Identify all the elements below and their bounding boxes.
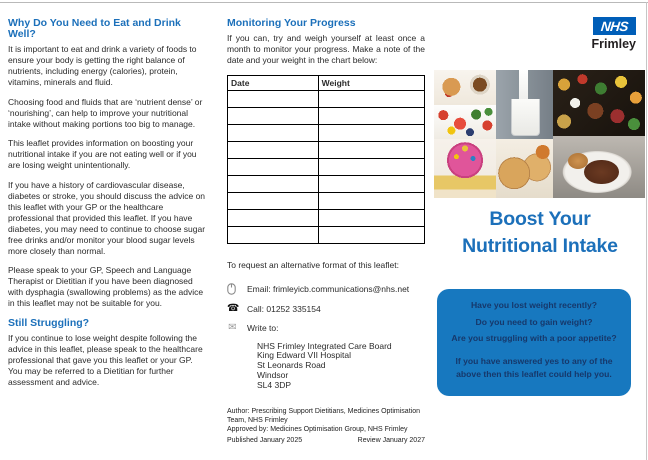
photo-roast-dinner <box>553 136 645 198</box>
leaflet-title <box>432 206 648 260</box>
alternative-format-intro: To request an alternative format of this leaflet: <box>227 259 399 270</box>
mouse-icon <box>227 283 238 295</box>
photo-fruit-salad <box>434 105 496 139</box>
panel-why-eat-well <box>8 18 209 396</box>
weight-record-table <box>227 75 425 244</box>
screening-conclusion: If you have answered yes to any of the above then this leaflet could help you. <box>455 356 613 379</box>
contact-email-text: Email: frimleyicb.communications@nhs.net <box>247 283 410 294</box>
paragraph: If you can, try and weigh yourself at least once a month to monitor your progress. Make a note of the date and your weight in the chart below: <box>227 33 425 65</box>
date-cell <box>228 175 319 192</box>
paragraph: Please speak to your GP, Speech and Language Therapist or Dietitian if you have been diagnosed with dysphagia (swallowing problems) as the advice in this leaflet may not be suitable for you. <box>8 265 204 308</box>
page-top-edge <box>0 2 648 3</box>
date-cell <box>228 158 319 175</box>
weight-cell <box>318 158 424 175</box>
weight-table-row <box>228 158 425 175</box>
address-line: King Edward VII Hospital <box>257 350 352 361</box>
paragraph: Choosing food and fluids that are ‘nutrient dense’ or ‘nourishing’, can help to improve your nutritional intake without making portions too big to manage. <box>8 96 203 129</box>
nhs-logo <box>593 17 636 35</box>
footer-dates-row <box>227 436 425 445</box>
collage-left-column <box>434 70 496 198</box>
leaflet-title-line2: Nutritional Intake <box>462 235 618 257</box>
contact-write-text: Write to: <box>247 322 279 333</box>
photo-scone-and-cereal <box>434 70 496 105</box>
date-cell <box>228 209 319 226</box>
footer-published: Published January 2025 <box>227 437 303 444</box>
date-cell <box>228 226 319 243</box>
weight-cell <box>318 175 424 192</box>
footer-review: Review January 2027 <box>357 437 425 444</box>
heading-still-struggling: Still Struggling? <box>8 316 90 329</box>
weight-table-header-row <box>228 75 425 90</box>
weight-table-row <box>228 175 425 192</box>
phone-icon: ☎ <box>227 302 240 314</box>
footer-approved: Approved by: Medicines Optimisation Group, NHS Frimley <box>227 426 408 433</box>
collage-right-column <box>553 70 645 198</box>
weight-table-row <box>228 141 425 158</box>
paragraph: If you have a history of cardiovascular disease, diabetes or stroke, you should discuss the advice on this leaflet with your GP or the healthcare professional that provided this leaflet. If you have diabetes, you may need to continue to choose sugar free drinks and/or monitor your blood sugar levels more closely than normal. <box>8 179 206 256</box>
weight-cell <box>318 209 424 226</box>
screening-question: Do you need to gain weight? <box>475 316 593 327</box>
paragraph: If you continue to lose weight despite following the advice in this leaflet, please speak to the healthcare professional that gave you this leaflet or your GP. You may be referred to a Dietitian for further assessment and advice. <box>8 332 203 387</box>
weight-table-row <box>228 226 425 243</box>
photo-crumpets <box>496 139 553 198</box>
date-column-header: Date <box>228 75 319 90</box>
leaflet-title-line1: Boost Your <box>489 208 591 230</box>
document-footer <box>227 407 425 445</box>
weight-table-row <box>228 192 425 209</box>
contact-call-text: Call: 01252 335154 <box>247 303 321 314</box>
weight-table-body <box>228 90 425 243</box>
date-cell <box>228 192 319 209</box>
postal-address <box>257 342 425 391</box>
paragraph: This leaflet provides information on boosting your nutritional intake if you are not eating well or if you are losing weight unintentionally. <box>8 138 197 170</box>
contact-write-row <box>227 323 425 333</box>
envelope-icon: ✉ <box>228 321 237 333</box>
weight-column-header: Weight <box>318 75 424 90</box>
screening-question: Are you struggling with a poor appetite? <box>451 333 617 343</box>
photo-milk-pour <box>496 70 553 139</box>
date-cell <box>228 141 319 158</box>
address-line: Windsor <box>257 369 289 380</box>
screening-question: Have you lost weight recently? <box>470 300 598 310</box>
date-cell <box>228 107 319 124</box>
weight-table-row <box>228 107 425 124</box>
contact-call-row <box>227 304 425 314</box>
address-line: NHS Frimley Integrated Care Board <box>257 340 392 351</box>
weight-table-row <box>228 124 425 141</box>
screening-questions-panel <box>437 289 631 396</box>
date-cell <box>228 90 319 107</box>
photo-food-assortment <box>553 70 645 136</box>
weight-cell <box>318 90 424 107</box>
paragraph: It is important to eat and drink a variety of foods to ensure your body is getting the right balance of nutrients, including energy (calories), protein, vitamins, minerals and fluid. <box>8 44 197 87</box>
weight-cell <box>318 192 424 209</box>
weight-cell <box>318 124 424 141</box>
collage-center-column <box>496 70 553 198</box>
photo-cupcake <box>434 139 496 198</box>
food-photo-collage <box>434 70 645 198</box>
weight-table-row <box>228 209 425 226</box>
footer-author: Author: Prescribing Support Dietitians, Medicines Optimisation Team, NHS Frimley <box>227 408 420 424</box>
heading-monitoring-progress: Monitoring Your Progress <box>227 17 356 29</box>
address-line: St Leonards Road <box>257 360 326 371</box>
weight-table-row <box>228 90 425 107</box>
contact-email-row <box>227 283 425 295</box>
nhs-logo-text: NHS <box>600 18 629 34</box>
alternative-format-section <box>227 260 425 391</box>
date-cell <box>228 124 319 141</box>
nhs-org-name: Frimley <box>591 37 636 51</box>
weight-cell <box>318 226 424 243</box>
weight-cell <box>318 141 424 158</box>
address-line: SL4 3DP <box>257 379 292 390</box>
weight-cell <box>318 107 424 124</box>
panel-monitoring-progress <box>227 18 425 390</box>
heading-why-eat-well: Why Do You Need to Eat and Drink Well? <box>8 17 181 40</box>
